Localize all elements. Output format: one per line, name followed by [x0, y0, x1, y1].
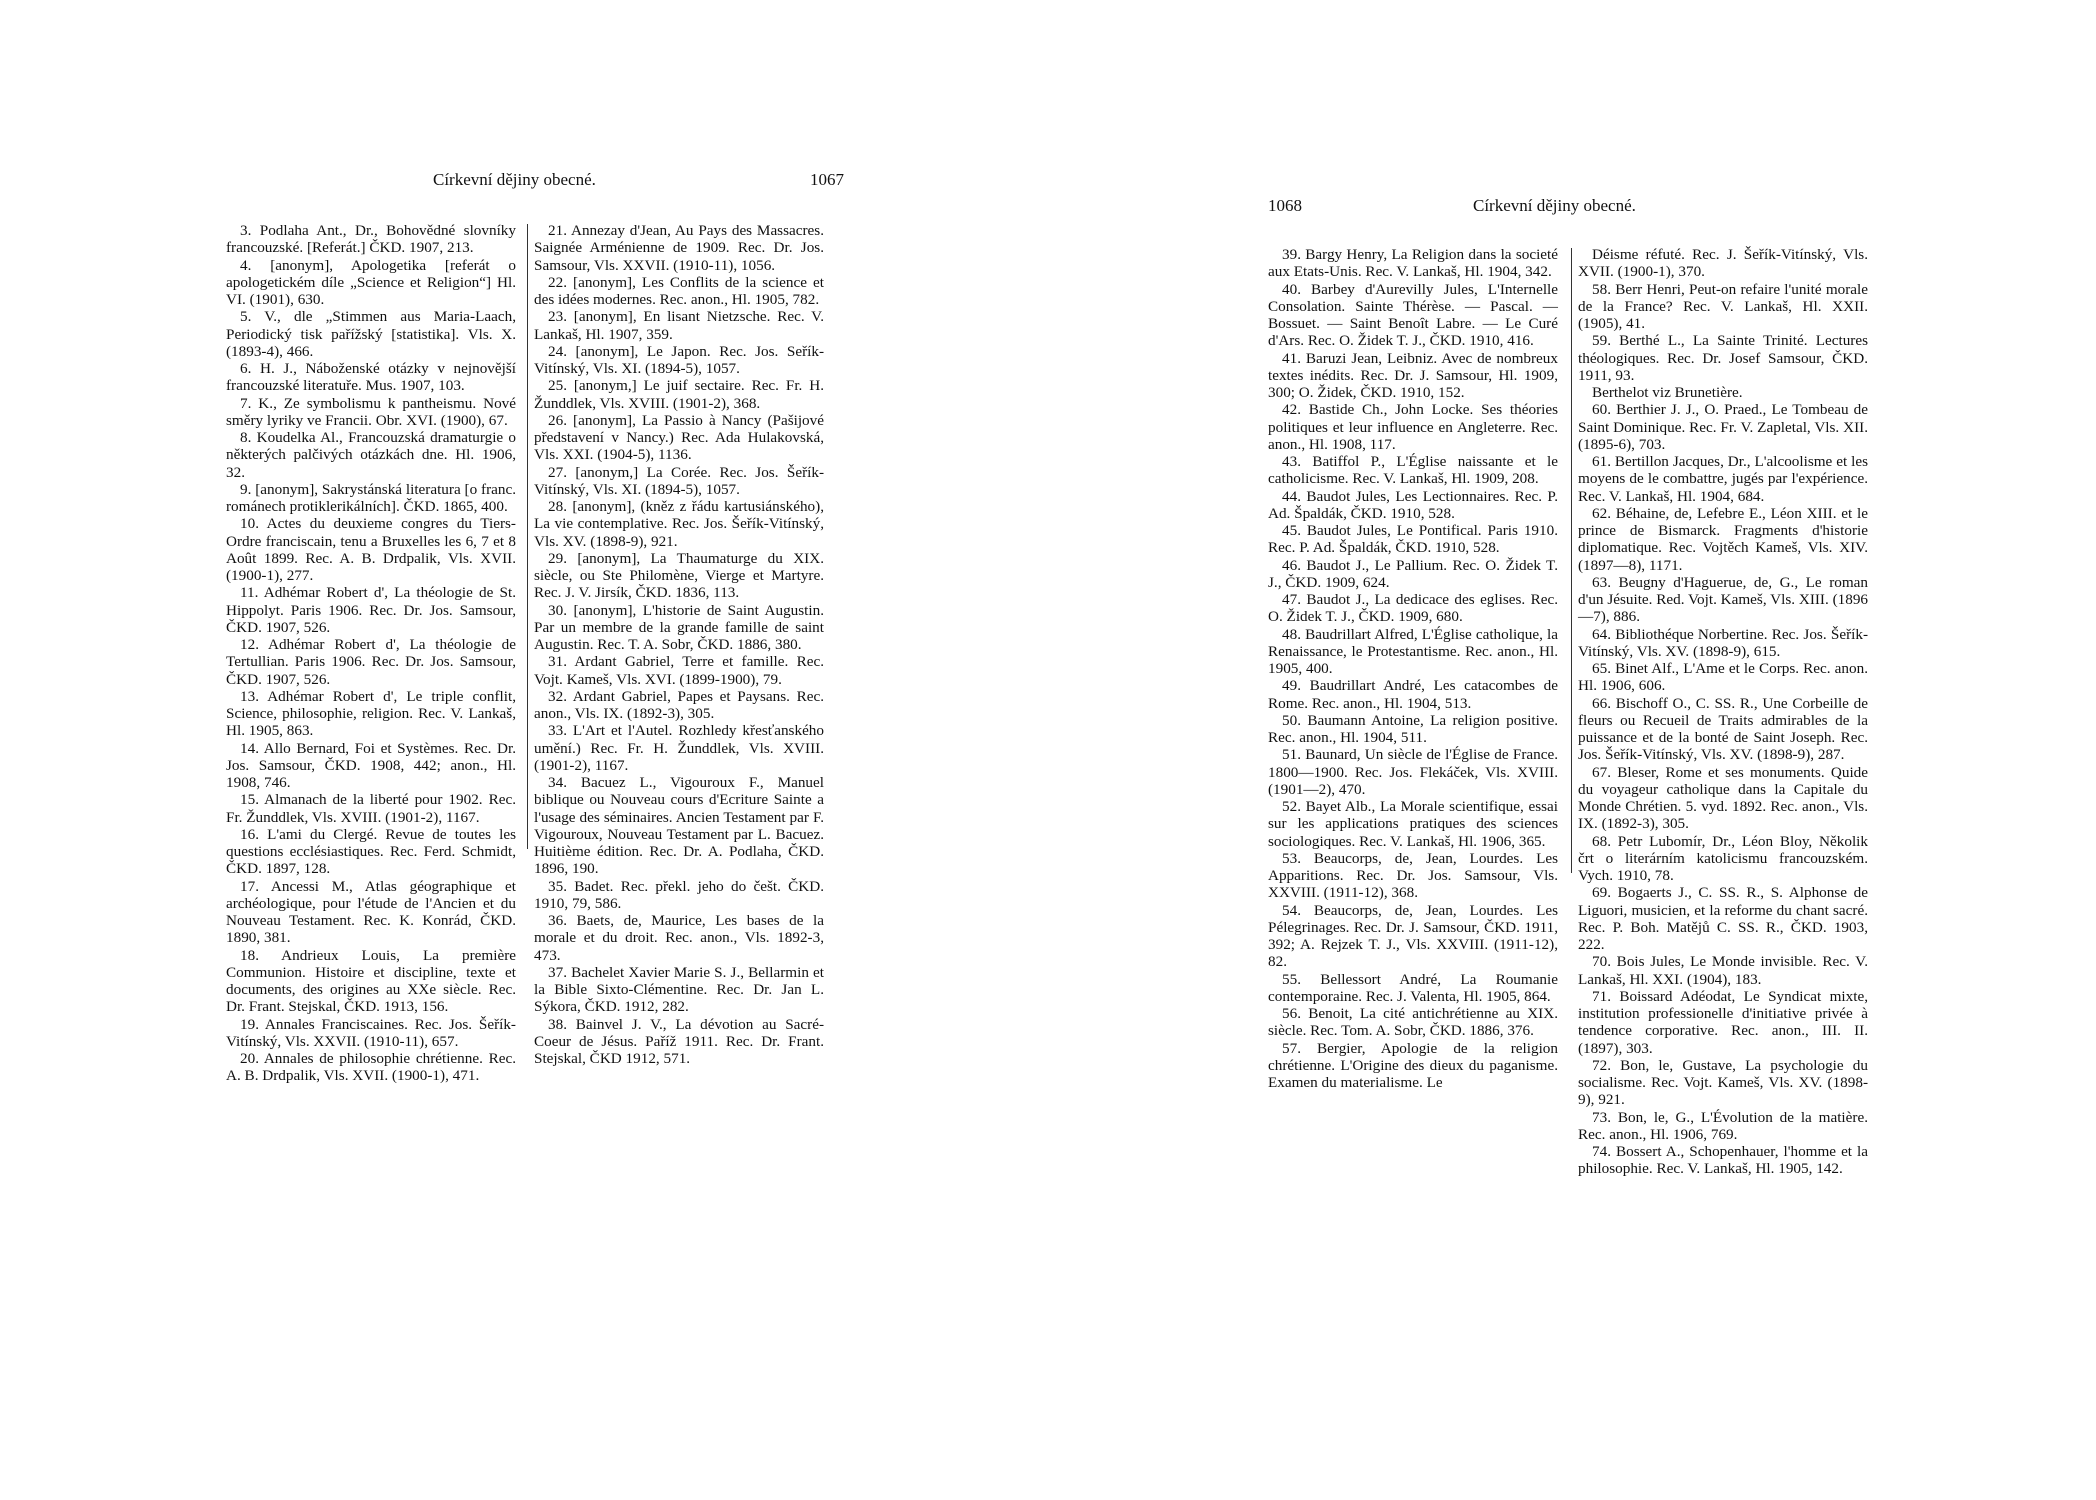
- bibliography-entry: 73. Bon, le, G., L'Évolution de la matière. Rec. anon., Hl. 1906, 769.: [1578, 1108, 1868, 1143]
- bibliography-entry: 17. Ancessi M., Atlas géographique et archéologique, pour l'étude de l'Ancien et du Nouveau Testament. Rec. K. Konrád, ČKD. 1890, 381.: [226, 877, 516, 947]
- bibliography-entry: 3. Podlaha Ant., Dr., Bohovědné slovníky francouzské. [Referát.] ČKD. 1907, 213.: [226, 222, 516, 257]
- bibliography-entry: 47. Baudot J., La dedicace des eglises. Rec. O. Židek T. J., ČKD. 1909, 680.: [1268, 591, 1558, 626]
- left-page-column-1: [226, 222, 516, 1085]
- bibliography-entry: 34. Bacuez L., Vigouroux F., Manuel biblique ou Nouveau cours d'Ecriture Sainte a l'usage des séminaires. Ancien Testament par F. Vigouroux, Nouveau Testament par L. Bacuez. Huitième édition. Rec. Dr. A. Podlaha, ČKD. 1896, 190.: [534, 774, 824, 878]
- bibliography-entry: 43. Batiffol P., L'Église naissante et le catholicisme. Rec. V. Lankaš, Hl. 1909, 208.: [1268, 453, 1558, 488]
- bibliography-entry: 16. L'ami du Clergé. Revue de toutes les questions ecclésiastiques. Rec. Ferd. Schmidt, ČKD. 1897, 128.: [226, 825, 516, 878]
- bibliography-entry: 55. Bellessort André, La Roumanie contemporaine. Rec. J. Valenta, Hl. 1905, 864.: [1268, 970, 1558, 1005]
- left-page-header-title: Církevní dějiny obecné.: [433, 170, 596, 189]
- bibliography-entry: 29. [anonym], La Thaumaturge du XIX. siècle, ou Ste Philomène, Vierge et Martyre. Rec. J. V. Jirsík, ČKD. 1836, 113.: [534, 549, 824, 602]
- bibliography-entry: 46. Baudot J., Le Pallium. Rec. O. Židek T. J., ČKD. 1909, 624.: [1268, 556, 1558, 591]
- right-page-number: 1068: [1268, 196, 1302, 215]
- left-page-column-divider: [527, 224, 528, 849]
- bibliography-entry: 50. Baumann Antoine, La religion positive. Rec. anon., Hl. 1904, 511.: [1268, 711, 1558, 746]
- bibliography-entry: 13. Adhémar Robert d', Le triple conflit, Science, philosophie, religion. Rec. V. Lankaš, Hl. 1905, 863.: [226, 687, 516, 740]
- bibliography-entry: 65. Binet Alf., L'Ame et le Corps. Rec. anon. Hl. 1906, 606.: [1578, 660, 1868, 695]
- bibliography-entry: 59. Berthé L., La Sainte Trinité. Lectures théologiques. Rec. Dr. Josef Samsour, ČKD. 1911, 93.: [1578, 332, 1868, 384]
- bibliography-entry: 30. [anonym], L'historie de Saint Augustin. Par un membre de la grande famille de saint Augustin. Rec. T. A. Sobr, ČKD. 1886, 380.: [534, 601, 824, 653]
- bibliography-entry: 53. Beaucorps, de, Jean, Lourdes. Les Apparitions. Rec. Dr. Jos. Samsour, Vls. XXVIII. (1911-12), 368.: [1268, 849, 1558, 902]
- bibliography-entry: 24. [anonym], Le Japon. Rec. Jos. Seřík-Vitínský, Vls. XI. (1894-5), 1057.: [534, 342, 824, 377]
- bibliography-entry: 56. Benoit, La cité antichrétienne au XIX. siècle. Rec. Tom. A. Sobr, ČKD. 1886, 376.: [1268, 1005, 1558, 1040]
- bibliography-entry: 44. Baudot Jules, Les Lectionnaires. Rec. P. Ad. Špaldák, ČKD. 1910, 528.: [1268, 487, 1558, 522]
- bibliography-entry: 4. [anonym], Apologetika [referát o apologetickém díle „Science et Religion“] Hl. VI. (1901), 630.: [226, 256, 516, 308]
- bibliography-entry: 11. Adhémar Robert d', La théologie de St. Hippolyt. Paris 1906. Rec. Dr. Jos. Samsour, ČKD. 1907, 526.: [226, 584, 516, 636]
- bibliography-entry: 64. Bibliothéque Norbertine. Rec. Jos. Šeřík-Vitínský, Vls. XV. (1898-9), 615.: [1578, 625, 1868, 660]
- bibliography-entry: 8. Koudelka Al., Francouzská dramaturgie o některých palčivých otázkách dne. Hl. 1906, 32.: [226, 429, 516, 481]
- bibliography-entry: 6. H. J., Náboženské otázky v nejnovější francouzské literatuře. Mus. 1907, 103.: [226, 360, 516, 395]
- bibliography-entry: 28. [anonym], (kněz z řádu kartusiánského), La vie contemplative. Rec. Jos. Šeřík-Vitínský, Vls. XV. (1898-9), 921.: [534, 498, 824, 550]
- bibliography-entry: 42. Bastide Ch., John Locke. Ses théories politiques et leur influence en Angleterre. Rec. anon., Hl. 1908, 117.: [1268, 401, 1558, 453]
- bibliography-entry: 71. Boissard Adéodat, Le Syndicat mixte, institution professionelle d'initiative privée à tendence corporative. Rec. anon., III. II. (1897), 303.: [1578, 987, 1868, 1057]
- bibliography-entry: 41. Baruzi Jean, Leibniz. Avec de nombreux textes inédits. Rec. Dr. J. Samsour, Hl. 1909, 300; O. Židek, ČKD. 1910, 152.: [1268, 349, 1558, 401]
- bibliography-entry: 61. Bertillon Jacques, Dr., L'alcoolisme et les moyens de le combattre, jugés par l'expérience. Rec. V. Lankaš, Hl. 1904, 684.: [1578, 453, 1868, 505]
- bibliography-entry: 23. [anonym], En lisant Nietzsche. Rec. V. Lankaš, Hl. 1907, 359.: [534, 308, 824, 343]
- bibliography-entry: 72. Bon, le, Gustave, La psychologie du socialisme. Rec. Vojt. Kameš, Vls. XV. (1898-9), 921.: [1578, 1056, 1868, 1109]
- bibliography-entry: 12. Adhémar Robert d', La théologie de Tertullian. Paris 1906. Rec. Dr. Jos. Samsour, ČKD. 1907, 526.: [226, 636, 516, 688]
- bibliography-entry: 36. Baets, de, Maurice, Les bases de la morale et du droit. Rec. anon., Vls. 1892-3, 473.: [534, 912, 824, 964]
- bibliography-entry: 5. V., dle „Stimmen aus Maria-Laach, Periodický tisk pařížský [statistika]. Vls. X. (1893-4), 466.: [226, 308, 516, 360]
- bibliography-entry: 74. Bossert A., Schopenhauer, l'homme et la philosophie. Rec. V. Lankaš, Hl. 1905, 142.: [1578, 1143, 1868, 1178]
- bibliography-entry: 45. Baudot Jules, Le Pontifical. Paris 1910. Rec. P. Ad. Špaldák, ČKD. 1910, 528.: [1268, 522, 1558, 557]
- bibliography-entry: 31. Ardant Gabriel, Terre et famille. Rec. Vojt. Kameš, Vls. XVI. (1899-1900), 79.: [534, 653, 824, 688]
- bibliography-entry: 63. Beugny d'Hagueruе, de, G., Le roman d'un Jésuite. Red. Vojt. Kameš, Vls. XIII. (1896—7), 886.: [1578, 573, 1869, 626]
- bibliography-entry: 14. Allo Bernard, Foi et Systèmes. Rec. Dr. Jos. Samsour, ČKD. 1908, 442; anon., Hl. 1908, 746.: [226, 739, 516, 791]
- bibliography-entry: 25. [anonym,] Le juif sectaire. Rec. Fr. H. Žunddlek, Vls. XVIII. (1901-2), 368.: [534, 377, 824, 412]
- bibliography-entry: 7. K., Ze symbolismu k pantheismu. Nové směry lyriky ve Francii. Obr. XVI. (1900), 67.: [226, 394, 516, 429]
- bibliography-entry: 19. Annales Franciscaines. Rec. Jos. Šeřík-Vitínský, Vls. XXVII. (1910-11), 657.: [226, 1015, 516, 1050]
- bibliography-entry: 21. Annezay d'Jean, Au Pays des Massacres. Saignée Arménienne de 1909. Rec. Dr. Jos. Samsour, Vls. XXVII. (1910-11), 1056.: [534, 222, 824, 274]
- bibliography-entry: 40. Barbey d'Aurevilly Jules, L'Internelle Consolation. Sainte Thérèse. — Pascal. — Bossuet. — Saint Benoît Labre. — Le Curé d'Ars. Rec. O. Židek T. J., ČKD. 1910, 416.: [1268, 280, 1558, 350]
- bibliography-entry: 9. [anonym], Sakrystánská literatura [o franc. románech protiklerikálních]. ČKD. 1865, 400.: [226, 480, 516, 515]
- bibliography-entry: 35. Badet. Rec. překl. jeho do češt. ČKD. 1910, 79, 586.: [534, 877, 824, 912]
- bibliography-entry: 62. Béhaine, de, Lefebre E., Léon XIII. et le prince de Bismarck. Fragments d'historie diplomatique. Rec. Vojtěch Kameš, Vls. XIV. (1897—8), 1171.: [1578, 504, 1868, 574]
- bibliography-entry: 48. Baudrillart Alfred, L'Église catholique, la Renaissance, le Protestantisme. Rec. anon., Hl. 1905, 400.: [1268, 625, 1558, 677]
- bibliography-entry: 68. Petr Lubomír, Dr., Léon Bloy, Několik črt o literárním katolicismu francouzském. Vych. 1910, 78.: [1578, 832, 1868, 884]
- bibliography-entry: 15. Almanach de la liberté pour 1902. Rec. Fr. Žunddlek, Vls. XVIII. (1901-2), 1167.: [226, 791, 516, 826]
- bibliography-entry: 39. Bargy Henry, La Religion dans la societé aux Etats-Unis. Rec. V. Lankaš, Hl. 1904, 342.: [1268, 246, 1558, 281]
- right-page-column-2: [1578, 246, 1868, 1178]
- bibliography-entry: 58. Berr Henri, Peut-on refaire l'unité morale de la France? Rec. V. Lankaš, Hl. XXII. (1905), 41.: [1578, 280, 1868, 332]
- bibliography-entry: 38. Bainvel J. V., La dévotion au Sacré-Coeur de Jésus. Paříž 1911. Rec. Dr. Frant. Stejskal, ČKD 1912, 571.: [534, 1015, 824, 1067]
- bibliography-entry: 18. Andrieux Louis, La première Communion. Histoire et discipline, texte et documents, des origines au XXe siècle. Rec. Dr. Frant. Stejskal, ČKD. 1913, 156.: [226, 946, 516, 1016]
- bibliography-entry: 54. Beaucorps, de, Jean, Lourdes. Les Pélegrinages. Rec. Dr. J. Samsour, ČKD. 1911, 392; A. Rejzek T. J., Vls. XXVIII. (1911-12), 82.: [1268, 901, 1558, 971]
- bibliography-entry: Déisme réfuté. Rec. J. Šeřík-Vitínský, Vls. XVII. (1900-1), 370.: [1578, 246, 1868, 281]
- bibliography-entry: 70. Bois Jules, Le Monde invisible. Rec. V. Lankaš, Hl. XXI. (1904), 183.: [1578, 953, 1868, 988]
- bibliography-entry: 69. Bogaerts J., C. SS. R., S. Alphonse de Liguori, musicien, et la reforme du chant sacré. Rec. P. Boh. Matějů C. SS. R., ČKD. 1903, 222.: [1578, 884, 1868, 953]
- right-page-column-divider: [1571, 248, 1572, 873]
- bibliography-entry: 57. Bergier, Apologie de la religion chrétienne. L'Origine des dieux du paganisme. Examen du materialisme. Le: [1268, 1039, 1558, 1091]
- bibliography-entry: 26. [anonym], La Passio à Nancy (Pašijové představení v Nancy.) Rec. Ada Hulakovská, Vls. XXI. (1904-5), 1136.: [534, 411, 824, 464]
- bibliography-entry: 52. Bayet Alb., La Morale scientifique, essai sur les applications pratiques des sciences sociologiques. Rec. V. Lankaš, Hl. 1906, 365.: [1268, 798, 1558, 850]
- bibliography-entry: 51. Baunard, Un siècle de l'Église de France. 1800—1900. Rec. Jos. Flekáček, Vls. XVIII. (1901—2), 470.: [1268, 746, 1558, 798]
- bibliography-entry: 67. Bleser, Rome et ses monuments. Quide du voyageur catholique dans la Capitale du Monde Chrétien. 5. vyd. 1892. Rec. anon., Vls. IX. (1892-3), 305.: [1578, 763, 1868, 833]
- left-page-number: 1067: [810, 170, 844, 189]
- bibliography-entry: 27. [anonym,] La Corée. Rec. Jos. Šeřík-Vitínský, Vls. XI. (1894-5), 1057.: [534, 463, 824, 498]
- bibliography-entry: 66. Bischoff O., C. SS. R., Une Corbeille de fleurs ou Recueil de Traits admirables de la puissance et de la bonté de Saint Joseph. Rec. Jos. Šeřík-Vitínský, Vls. XV. (1898-9), 287.: [1578, 694, 1868, 764]
- bibliography-entry: 20. Annales de philosophie chrétienne. Rec. A. B. Drdpalik, Vls. XVII. (1900-1), 471.: [226, 1050, 516, 1085]
- bibliography-entry: 49. Baudrillart André, Les catacombes de Rome. Rec. anon., Hl. 1904, 513.: [1268, 677, 1558, 712]
- bibliography-entry: 10. Actes du deuxieme congres du Tiers-Ordre franciscain, tenu a Bruxelles les 6, 7 et 8 Août 1899. Rec. A. B. Drdpalik, Vls. XVII. (1900-1), 277.: [226, 515, 516, 584]
- bibliography-entry: 22. [anonym], Les Conflits de la science et des idées modernes. Rec. anon., Hl. 1905, 782.: [534, 273, 824, 308]
- bibliography-entry: 33. L'Art et l'Autel. Rozhledy křesťanského umění.) Rec. Fr. H. Žunddlek, Vls. XVIII. (1901-2), 1167.: [534, 722, 824, 774]
- right-page: [1048, 0, 2096, 1500]
- bibliography-entry: 37. Bachelet Xavier Marie S. J., Bellarmin et la Bible Sixto-Clémentine. Rec. Dr. Jan L. Sýkora, ČKD. 1912, 282.: [534, 963, 824, 1016]
- bibliography-entry: 32. Ardant Gabriel, Papes et Paysans. Rec. anon., Vls. IX. (1892-3), 305.: [534, 687, 824, 722]
- right-page-column-1: [1268, 246, 1558, 1091]
- bibliography-entry: Berthelot viz Brunetière.: [1592, 384, 1743, 401]
- left-page-column-2: [534, 222, 824, 1067]
- right-page-header-title: Církevní dějiny obecné.: [1473, 196, 1636, 215]
- bibliography-entry: 60. Berthier J. J., O. Praed., Le Tombeau de Saint Dominique. Rec. Fr. V. Zapletal, Vls. XII. (1895-6), 703.: [1578, 401, 1868, 453]
